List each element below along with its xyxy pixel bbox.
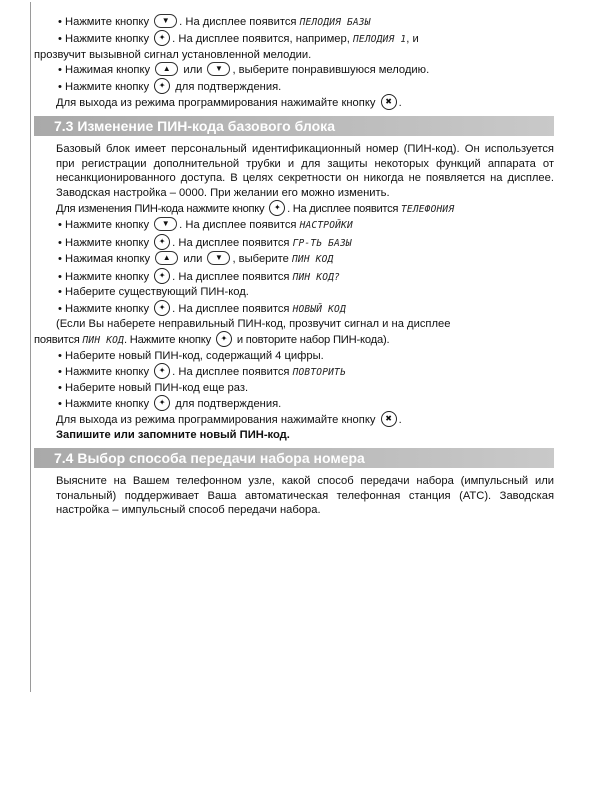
section-heading: 7.3 Изменение ПИН-кода базового блока bbox=[34, 116, 554, 136]
down-key-icon: ▼ bbox=[207, 62, 230, 76]
display-text: ПИН КОД? bbox=[292, 271, 340, 283]
ok-key-icon: ✦ bbox=[154, 300, 170, 316]
ok-key-icon: ✦ bbox=[154, 30, 170, 46]
ok-key-icon: ✦ bbox=[154, 234, 170, 250]
step-line bbox=[34, 14, 554, 30]
ok-key-icon: ✦ bbox=[269, 200, 285, 216]
step-line: • Нажмите кнопку ✦ . На дисплее появится ПИН КОД? bbox=[34, 268, 554, 285]
display-text: ПЕЛОДИЯ БАЗЫ bbox=[299, 17, 371, 28]
manual-page bbox=[34, 14, 554, 517]
ok-key-icon: ✦ bbox=[154, 363, 170, 379]
step-line: • Нажмите кнопку ✦ . На дисплее появится, например, ПЕЛОДИЯ 1, и bbox=[34, 30, 554, 47]
display-text: ПЕЛОДИЯ 1 bbox=[352, 34, 407, 46]
step-line: Для выхода из режима программирования нажимайте кнопку ✖ . bbox=[34, 94, 554, 110]
step-text: . На дисплее появится bbox=[179, 16, 297, 28]
step-text: • Нажмите кнопку bbox=[58, 16, 150, 28]
step-line: • Наберите существующий ПИН-код. bbox=[58, 286, 249, 299]
down-key-icon: ▼ bbox=[207, 251, 230, 265]
note-line: (Если Вы наберете неправильный ПИН-код, прозвучит сигнал и на дисплее bbox=[56, 317, 451, 330]
up-key-icon: ▲ bbox=[155, 62, 178, 76]
important-note: Запишите или запомните новый ПИН-код. bbox=[56, 428, 290, 441]
display-text: ГР-ТЬ БАЗЫ bbox=[292, 237, 352, 249]
display-text: ПИН КОД bbox=[291, 254, 334, 266]
step-line: • Нажмите кнопку ▼ . На дисплее появится НАСТРОЙКИ bbox=[58, 219, 353, 232]
step-line: • Нажимая кнопку ▲ или ▼ , выберите ПИН КОД bbox=[58, 253, 334, 266]
display-text: НАСТРОЙКИ bbox=[299, 220, 353, 232]
margin-rule bbox=[30, 2, 31, 692]
step-line: Для изменения ПИН-кода нажмите кнопку ✦ . На дисплее появится ТЕЛЕФОНИЯ bbox=[34, 200, 554, 217]
step-line: • Нажмите кнопку ✦ . На дисплее появится ГР-ТЬ БАЗЫ bbox=[34, 234, 554, 251]
ok-key-icon: ✦ bbox=[154, 78, 170, 94]
exit-key-icon: ✖ bbox=[381, 411, 397, 427]
step-line: • Нажмите кнопку ✦ для подтверждения. bbox=[34, 78, 554, 94]
step-text: . На дисплее появится, например, bbox=[172, 33, 350, 46]
ok-key-icon: ✦ bbox=[216, 331, 232, 347]
section-heading: 7.4 Выбор способа передачи набора номера bbox=[34, 448, 554, 468]
step-line: • Нажмите кнопку ✦ . На дисплее появится НОВЫЙ КОД bbox=[34, 300, 554, 317]
step-line: Для выхода из режима программирования нажимайте кнопку ✖ . bbox=[34, 411, 554, 427]
down-key-icon: ▼ bbox=[154, 217, 177, 231]
exit-key-icon: ✖ bbox=[381, 94, 397, 110]
paragraph: Выясните на Вашем телефонном узле, какой способ передачи набора (импульсный или тональный) поддерживает Ваша автоматическая телефонная станция (АТС). Заводская настройка – импульсный способ передачи набора. bbox=[56, 475, 554, 516]
step-line: • Наберите новый ПИН-код еще раз. bbox=[58, 381, 249, 394]
step-text: • Нажмите кнопку bbox=[58, 33, 150, 46]
ok-key-icon: ✦ bbox=[154, 268, 170, 284]
display-text: ТЕЛЕФОНИЯ bbox=[400, 204, 455, 216]
step-line: • Нажимая кнопку ▲ или ▼ , выберите понравившуюся мелодию. bbox=[58, 64, 430, 77]
paragraph: Базовый блок имеет персональный идентификационный номер (ПИН-код). Он используется при регистрации дополнительной трубки и для защиты некоторых функций аппарата от несанкционированного доступа. В целях секретности он никогда не появляется на дисплее. Заводская настройка – 0000. При желании его можно изменить. bbox=[56, 143, 554, 199]
display-text: НОВЫЙ КОД bbox=[292, 303, 346, 315]
up-key-icon: ▲ bbox=[155, 251, 178, 265]
step-line: прозвучит вызывной сигнал установленной мелодии. bbox=[34, 48, 312, 61]
step-line: • Наберите новый ПИН-код, содержащий 4 цифры. bbox=[58, 349, 324, 362]
display-text: ПИН КОД bbox=[82, 335, 124, 347]
display-text: ПОВТОРИТЬ bbox=[292, 367, 346, 379]
step-line: • Нажмите кнопку ✦ . На дисплее появится ПОВТОРИТЬ bbox=[34, 363, 554, 380]
note-line: появится ПИН КОД. Нажмите кнопку ✦ и повторите набор ПИН-кода). bbox=[34, 331, 554, 348]
step-line: • Нажмите кнопку ✦ для подтверждения. bbox=[34, 395, 554, 411]
ok-key-icon: ✦ bbox=[154, 395, 170, 411]
down-key-icon: ▼ bbox=[154, 14, 177, 28]
